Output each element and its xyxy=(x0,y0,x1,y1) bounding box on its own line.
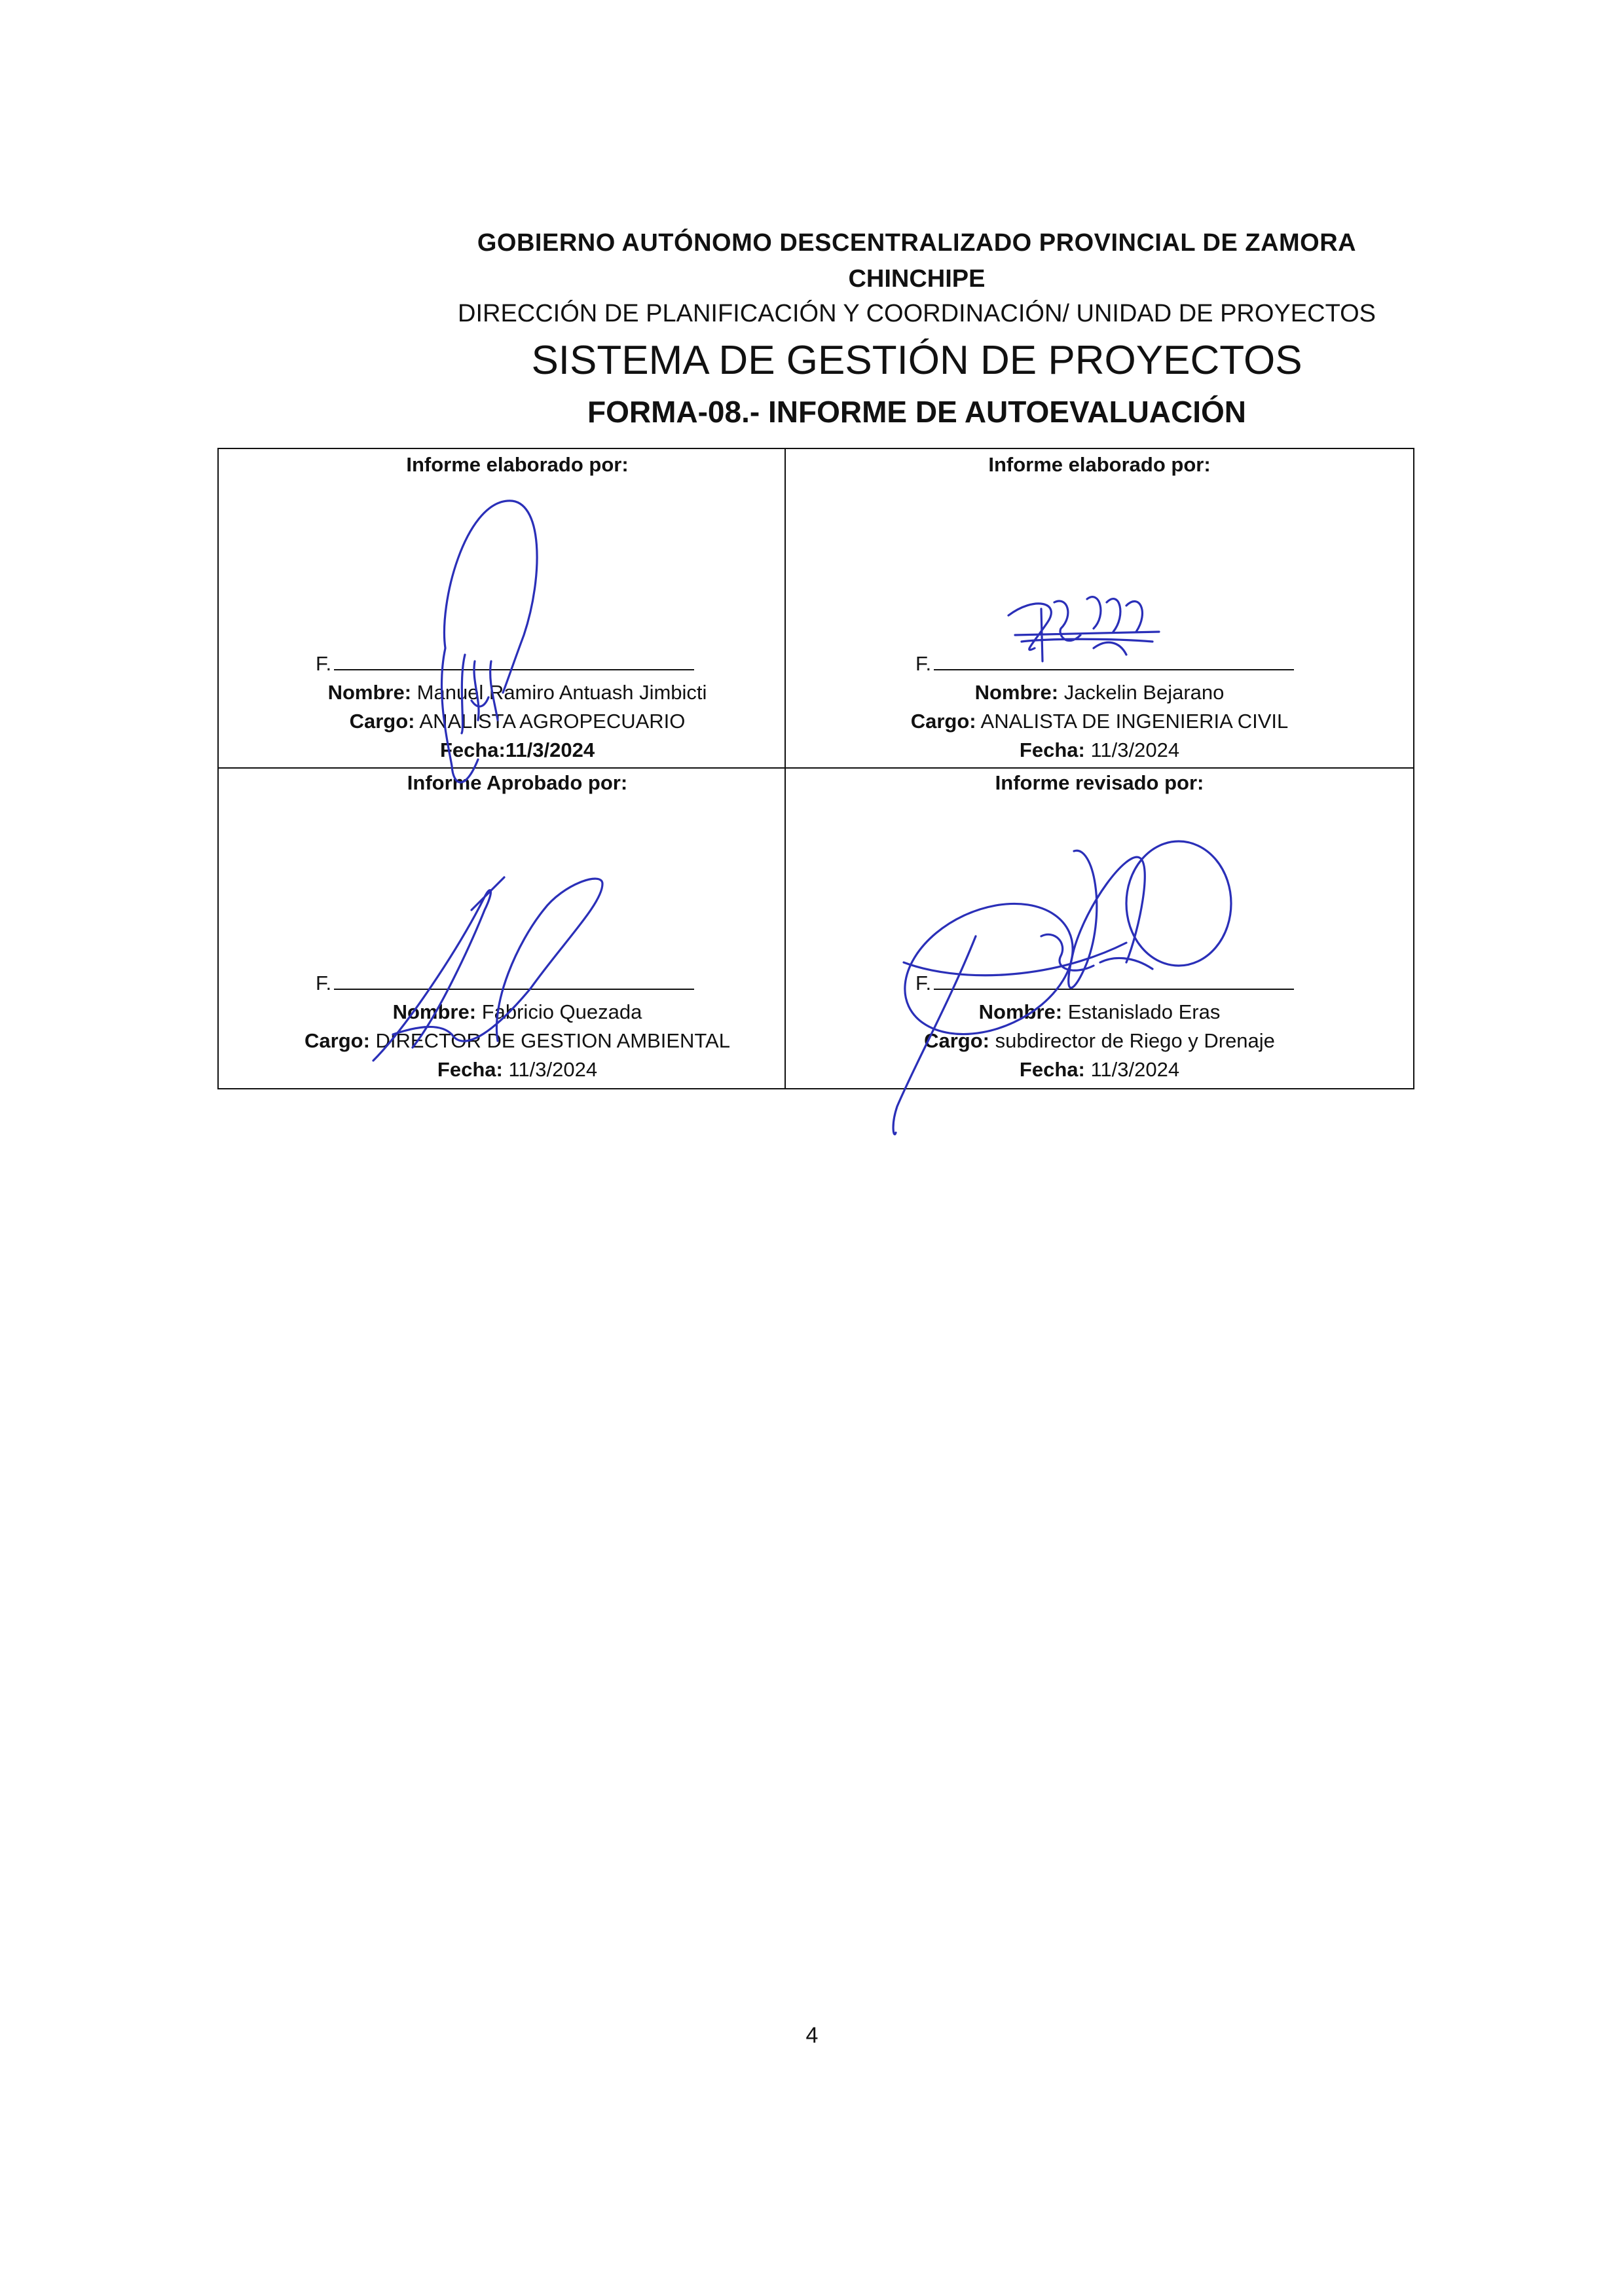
cell-title: Informe elaborado por: xyxy=(406,453,629,476)
signer-date: 11/3/2024 xyxy=(1090,738,1180,761)
nombre-label: Nombre: xyxy=(974,681,1059,704)
nombre-label: Nombre: xyxy=(327,681,412,704)
signer-name: Estanislado Eras xyxy=(1067,1000,1221,1023)
signer-name: Manuel Ramiro Antuash Jimbicti xyxy=(416,681,707,704)
signer-name: Jackelin Bejarano xyxy=(1063,681,1225,704)
signature-line: F. xyxy=(316,972,694,995)
fecha-label: Fecha: xyxy=(439,738,506,761)
cargo-label: Cargo: xyxy=(349,710,415,733)
signer-position: ANALISTA DE INGENIERIA CIVIL xyxy=(980,710,1289,733)
document-system-title: SISTEMA DE GESTIÓN DE PROYECTOS xyxy=(531,338,1302,383)
signer-position: ANALISTA AGROPECUARIO xyxy=(419,710,686,733)
fecha-label: Fecha: xyxy=(1019,738,1085,761)
signature-cell-aprobado xyxy=(219,769,816,1088)
signer-info xyxy=(219,998,816,1084)
signature-cell-elaborado-1 xyxy=(219,449,816,767)
signer-info xyxy=(786,678,1413,765)
cargo-label: Cargo: xyxy=(304,1029,370,1052)
signature-line: F. xyxy=(915,972,1294,995)
header-institution: GOBIERNO AUTÓNOMO DESCENTRALIZADO PROVINCIAL DE ZAMORA xyxy=(477,229,1357,257)
form-title: FORMA-08.- INFORME DE AUTOEVALUACIÓN xyxy=(587,395,1247,429)
page-number: 4 xyxy=(805,2023,819,2048)
signer-date: 11/3/2024 xyxy=(505,738,595,761)
signer-info xyxy=(219,678,816,765)
signer-position: subdirector de Riego y Drenaje xyxy=(995,1029,1275,1052)
header-province: CHINCHIPE xyxy=(848,265,986,293)
header-department: DIRECCIÓN DE PLANIFICACIÓN Y COORDINACIÓN/ UNIDAD DE PROYECTOS xyxy=(458,300,1376,327)
nombre-label: Nombre: xyxy=(392,1000,477,1023)
signer-date: 11/3/2024 xyxy=(1090,1058,1180,1081)
signature-cell-revisado xyxy=(786,769,1413,1088)
cell-title: Informe revisado por: xyxy=(995,771,1204,794)
signer-date: 11/3/2024 xyxy=(508,1058,598,1081)
nombre-label: Nombre: xyxy=(978,1000,1063,1023)
signature-line: F. xyxy=(316,652,694,676)
signer-position: DIRECTOR DE GESTION AMBIENTAL xyxy=(375,1029,730,1052)
fecha-label: Fecha: xyxy=(437,1058,503,1081)
cell-title: Informe elaborado por: xyxy=(988,453,1211,476)
signature-cell-elaborado-2 xyxy=(786,449,1413,767)
fecha-label: Fecha: xyxy=(1019,1058,1085,1081)
cargo-label: Cargo: xyxy=(924,1029,989,1052)
cell-title: Informe Aprobado por: xyxy=(407,771,628,794)
cargo-label: Cargo: xyxy=(910,710,976,733)
signature-line: F. xyxy=(915,652,1294,676)
signer-name: Fabricio Quezada xyxy=(481,1000,642,1023)
signer-info xyxy=(786,998,1413,1084)
